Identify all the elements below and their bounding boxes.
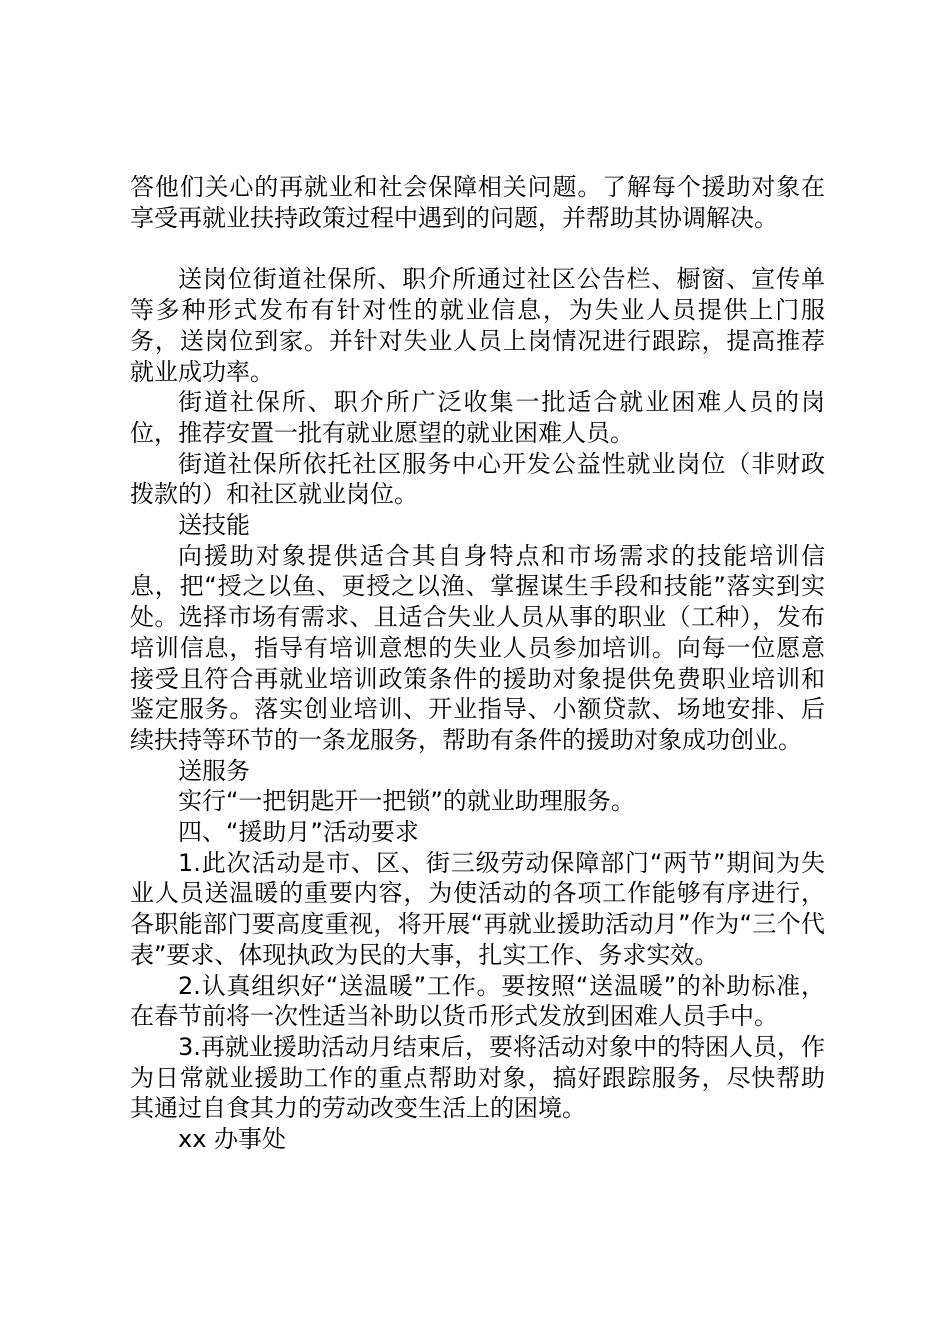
paragraph-skills-training: 向援助对象提供适合其自身特点和市场需求的技能培训信息，把“授之以鱼、更授之以渔、掌握谋生手段和技能”落实到实处。选择市场有需求、且适合失业人员从事的职业（工种），发布培训信息，指导有培训意想的失业人员参加培训。向每一位愿意接受且符合再就业培训政策条件的援助对象提供免费职业培训和鉴定服务。落实创业培训、开业指导、小额贷款、场地安排、后续扶持等环节的一条龙服务，帮助有条件的援助对象成功创业。 [130, 541, 825, 754]
paragraph-send-jobs: 送岗位街道社保所、职介所通过社区公告栏、橱窗、宣传单等多种形式发布有针对性的就业信息，为失业人员提供上门服务，送岗位到家。并针对失业人员上岗情况进行跟踪，提高推荐就业成功率。 [130, 265, 825, 386]
heading-requirements: 四、“援助月”活动要求 [178, 818, 419, 847]
paragraph-gap [130, 233, 825, 264]
paragraph-requirement-3: 3.再就业援助活动月结束后，要将活动对象中的特困人员，作为日常就业援助工作的重点帮助对象，搞好跟踪服务，尽快帮助其通过自食其力的劳动改变生活上的困境。 [130, 1032, 825, 1123]
paragraph-continuation: 答他们关心的再就业和社会保障相关问题。了解每个援助对象在享受再就业扶持政策过程中遇到的问题，并帮助其协调解决。 [130, 173, 825, 232]
paragraph-requirement-2: 2.认真组织好“送温暖”工作。要按照“送温暖”的补助标准，在春节前将一次性适当补助以货币形式发放到困难人员手中。 [130, 971, 825, 1031]
heading-send-skills: 送技能 [178, 511, 250, 540]
document-body [130, 172, 825, 1155]
paragraph-public-jobs: 街道社保所依托社区服务中心开发公益性就业岗位（非财政拨款的）和社区就业岗位。 [130, 449, 825, 509]
heading-send-services: 送服务 [178, 756, 250, 785]
paragraph-collect-jobs: 街道社保所、职介所广泛收集一批适合就业困难人员的岗位，推荐安置一批有就业愿望的就业困难人员。 [130, 388, 825, 447]
signature-office: xx 办事处 [178, 1125, 287, 1154]
paragraph-requirement-1: 1.此次活动是市、区、街三级劳动保障部门“两节”期间为失业人员送温暖的重要内容，为使活动的各项工作能够有序进行，各职能部门要高度重视，将开展“再就业援助活动月”作为“三个代表”要求、体现执政为民的大事，扎实工作、务求实效。 [130, 848, 825, 969]
paragraph-services: 实行“一把钥匙开一把锁”的就业助理服务。 [178, 787, 635, 816]
